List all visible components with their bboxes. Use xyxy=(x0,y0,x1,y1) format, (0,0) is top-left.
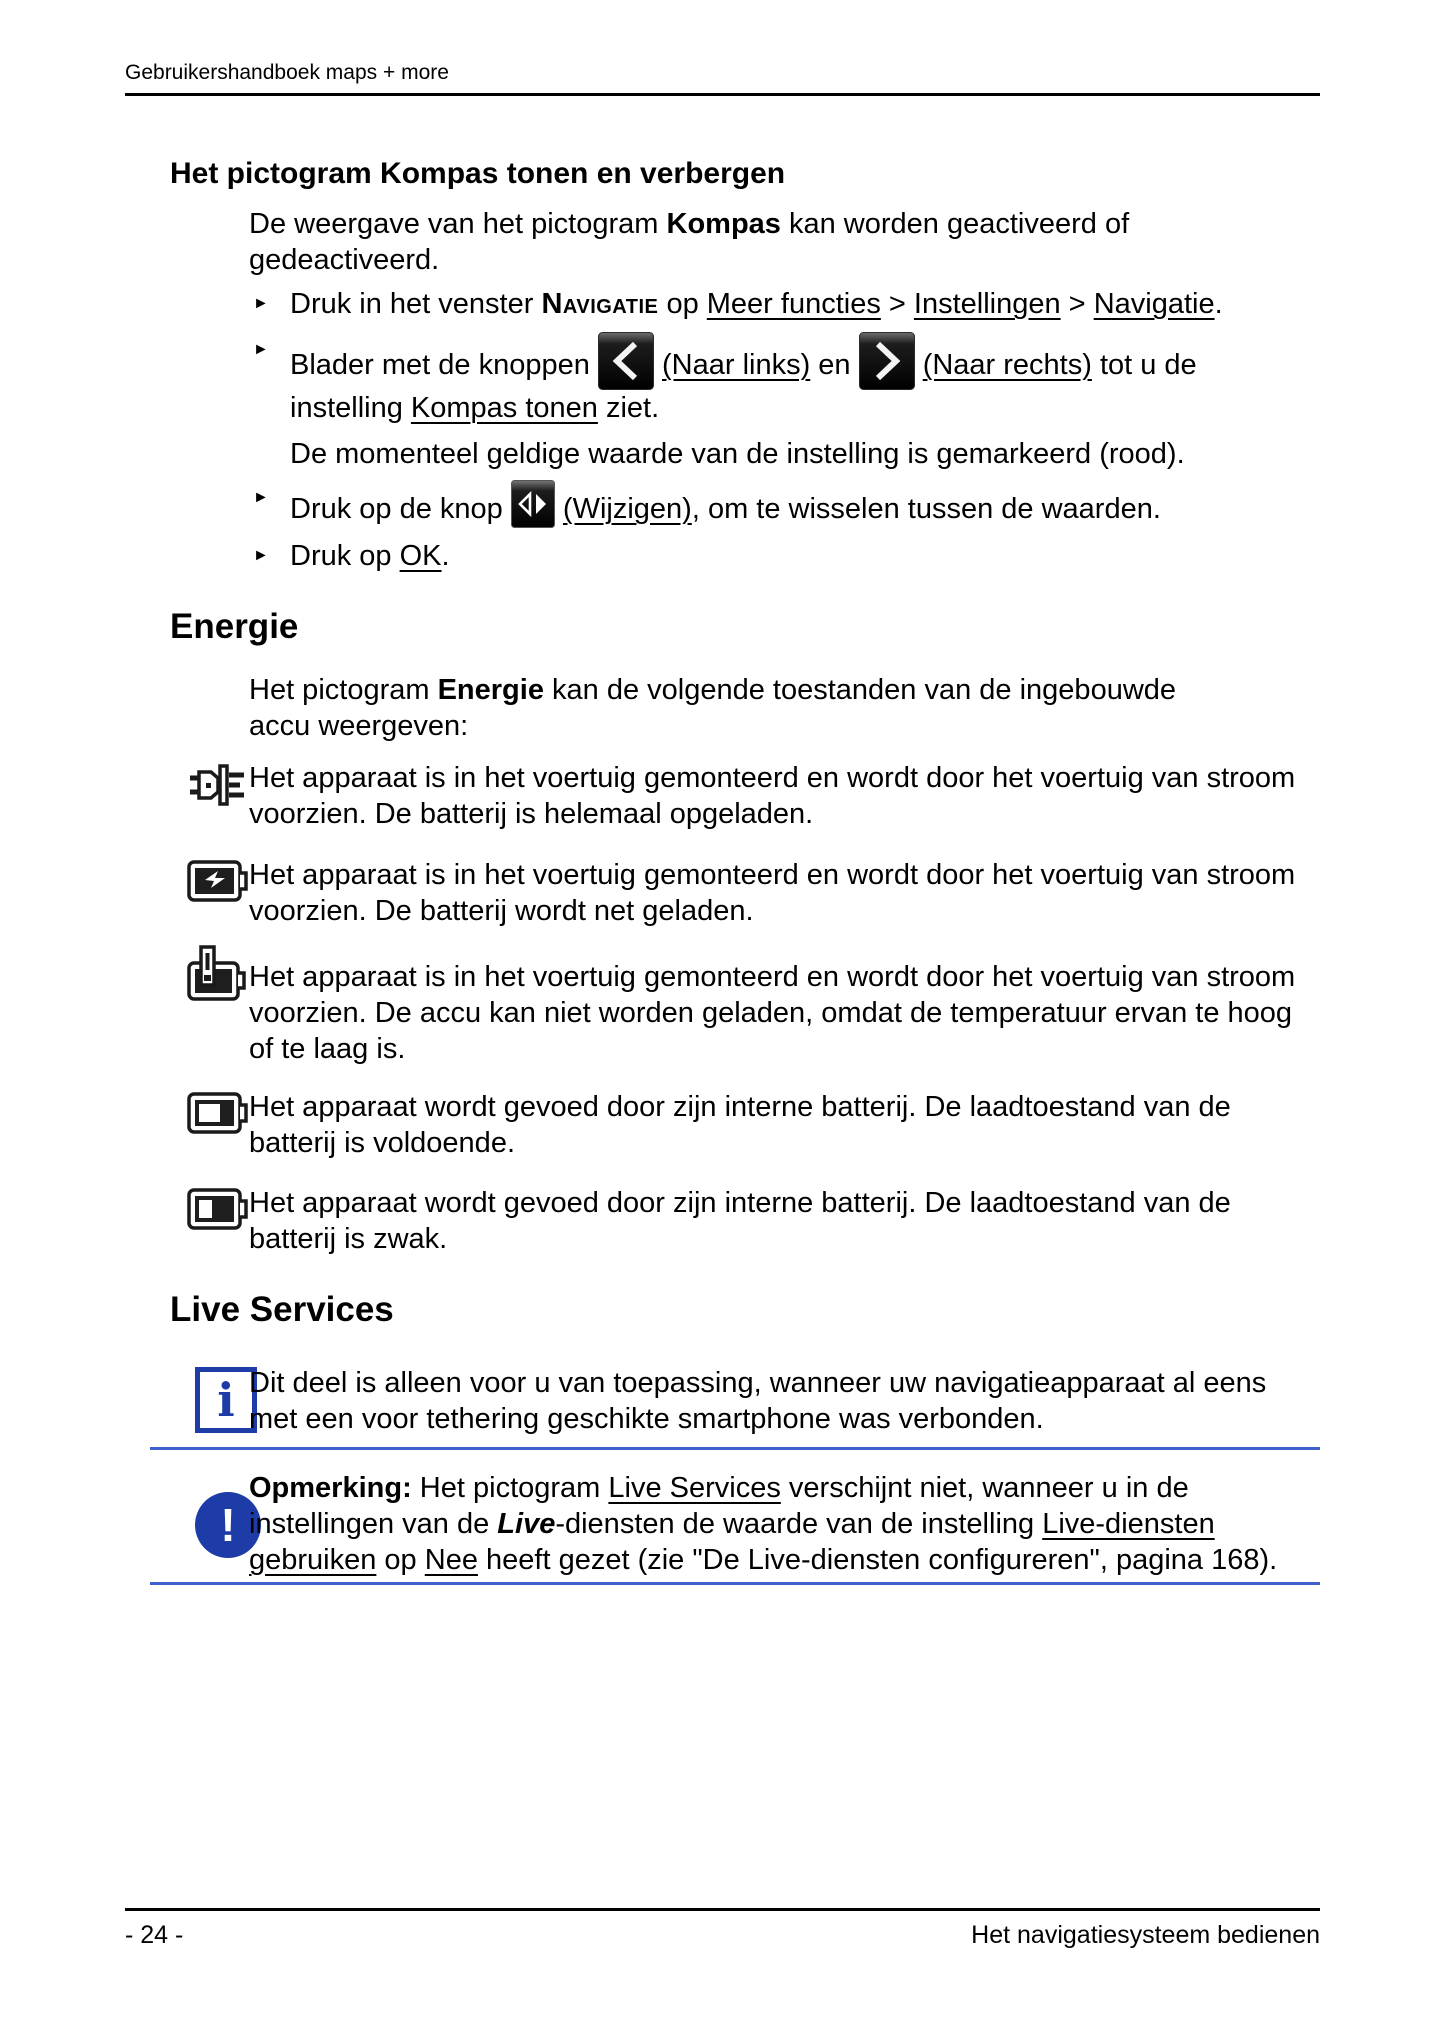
kompas-step-2 xyxy=(253,332,1320,426)
text-run: Navigatie xyxy=(541,288,659,320)
text-run: Live-diensten gebruiken xyxy=(249,1508,1215,1576)
energie-state-row xyxy=(125,1089,1320,1161)
bullet-arrow-icon: ► xyxy=(253,489,269,506)
energie-state-text: Het apparaat is in het voertuig gemonteerd en wordt door het voertuig van stroom voorzien. De batterij is helemaal opgeladen. xyxy=(249,762,1296,830)
text-run: > xyxy=(880,288,914,320)
text-run: ziet. xyxy=(597,392,660,424)
change-button-icon xyxy=(511,480,555,528)
text-run: -diensten de waarde van de instelling xyxy=(555,1508,1043,1540)
text-run: Het pictogram xyxy=(249,674,438,706)
live-info-row xyxy=(125,1365,1320,1437)
text-run: Instellingen xyxy=(913,288,1061,320)
alert-icon: ! xyxy=(195,1492,261,1558)
scroll-right-button-icon xyxy=(859,332,915,390)
running-header-title: Gebruikershandboek maps + more xyxy=(125,61,449,84)
text-run: Live Services xyxy=(608,1472,781,1504)
text-run: op xyxy=(658,288,707,320)
battery-temperature-icon xyxy=(125,943,249,1067)
energie-state-row xyxy=(125,1185,1320,1257)
note-rule-top xyxy=(150,1447,1320,1450)
battery-charging-icon xyxy=(125,857,249,929)
bullet-arrow-icon: ► xyxy=(253,295,269,312)
text-run: op xyxy=(376,1544,425,1576)
kompas-intro-paragraph xyxy=(249,206,1234,278)
energie-intro-paragraph xyxy=(249,672,1234,744)
battery-sufficient-icon xyxy=(125,1089,249,1161)
info-icon-cell xyxy=(125,1365,249,1437)
text-run: . xyxy=(1214,288,1223,320)
info-icon: i xyxy=(195,1367,257,1433)
text-run: Navigatie xyxy=(1093,288,1215,320)
alert-icon-cell xyxy=(125,1470,249,1578)
text-run: De weergave van het pictogram xyxy=(249,208,667,240)
text-run: . xyxy=(441,540,450,572)
text-run: kan de volgende toestanden van de ingebouwde accu weergeven: xyxy=(249,674,1177,742)
live-note-row xyxy=(125,1470,1320,1578)
text-run: De momenteel geldige waarde van de instelling is gemarkeerd (rood). xyxy=(290,438,1185,470)
energie-state-text: Het apparaat wordt gevoed door zijn interne batterij. De laadtoestand van de batterij is zwak. xyxy=(249,1187,1231,1255)
text-run: Energie xyxy=(437,674,544,706)
text-run: (Naar rechts) xyxy=(922,349,1092,381)
text-run: Kompas tonen xyxy=(410,392,598,424)
footer-rule xyxy=(125,1908,1320,1911)
battery-low-icon xyxy=(125,1185,249,1257)
live-note-text xyxy=(249,1470,1309,1578)
kompas-step-1 xyxy=(253,286,1320,322)
text-run: Meer functies xyxy=(706,288,881,320)
text-run: , om te wisselen tussen de waarden. xyxy=(691,493,1161,525)
footer-chapter: Het navigatiesysteem bedienen xyxy=(971,1921,1320,1949)
kompas-marked-note xyxy=(290,436,1275,472)
energie-state-row xyxy=(125,959,1320,1067)
bullet-arrow-icon: ► xyxy=(253,341,269,358)
text-run: Druk in het venster xyxy=(290,288,542,320)
text-run: verschijnt niet, wanneer u in de instellingen van de xyxy=(249,1472,1189,1540)
text-run: en xyxy=(810,349,859,381)
kompas-step-1-text xyxy=(290,286,1223,322)
bullet-arrow-icon: ► xyxy=(253,547,269,564)
live-info-text xyxy=(249,1365,1309,1437)
text-run: Druk op xyxy=(290,540,400,572)
text-run: Kompas xyxy=(666,208,781,240)
kompas-step-4 xyxy=(253,538,1320,574)
text-run: Nee xyxy=(424,1544,478,1576)
energie-state-row xyxy=(125,760,1320,832)
energie-state-text: Het apparaat is in het voertuig gemonteerd en wordt door het voertuig van stroom voorzien. De batterij wordt net geladen. xyxy=(249,859,1296,927)
energie-state-text: Het apparaat wordt gevoed door zijn interne batterij. De laadtoestand van de batterij is voldoende. xyxy=(249,1091,1231,1159)
text-run: Dit deel is alleen voor u van toepassing, wanneer uw navigatieapparaat al eens met een voor tethering geschikte smartphone was verbonden. xyxy=(249,1367,1267,1435)
energie-state-text: Het apparaat is in het voertuig gemonteerd en wordt door het voertuig van stroom voorzien. De accu kan niet worden geladen, omdat de temperatuur ervan te hoog of te laag is. xyxy=(249,961,1296,1065)
kompas-step-3-text xyxy=(290,480,1161,528)
text-run: tot u de instelling xyxy=(290,349,1197,424)
energie-state-row xyxy=(125,857,1320,929)
header-rule xyxy=(125,93,1320,96)
text-run: Blader met de knoppen xyxy=(290,349,598,381)
text-run: Live xyxy=(497,1508,556,1540)
kompas-step-3 xyxy=(253,480,1320,528)
kompas-step-4-text xyxy=(290,538,450,574)
text-run: (Naar links) xyxy=(662,349,811,381)
power-plug-icon xyxy=(125,760,249,832)
text-run: > xyxy=(1060,288,1094,320)
text-run: Druk op de knop xyxy=(290,493,511,525)
text-run: OK xyxy=(399,540,442,572)
text-run: kan worden geactiveerd of gedeactiveerd. xyxy=(249,208,1130,276)
page-footer xyxy=(125,1908,1320,1950)
section-heading-live-services: Live Services xyxy=(170,1290,394,1329)
section-heading-energie: Energie xyxy=(170,607,299,646)
subsection-heading-kompas: Het pictogram Kompas tonen en verbergen xyxy=(170,157,786,190)
text-run: (Wijzigen) xyxy=(562,493,692,525)
text-run: Opmerking: xyxy=(249,1472,412,1504)
text-run: Het pictogram xyxy=(411,1472,609,1504)
scroll-left-button-icon xyxy=(598,332,654,390)
note-rule-bottom xyxy=(150,1582,1320,1585)
kompas-step-2-text xyxy=(290,332,1295,426)
page-number: - 24 - xyxy=(125,1921,184,1949)
text-run: heeft gezet (zie "De Live-diensten configureren", pagina 168). xyxy=(477,1544,1278,1576)
